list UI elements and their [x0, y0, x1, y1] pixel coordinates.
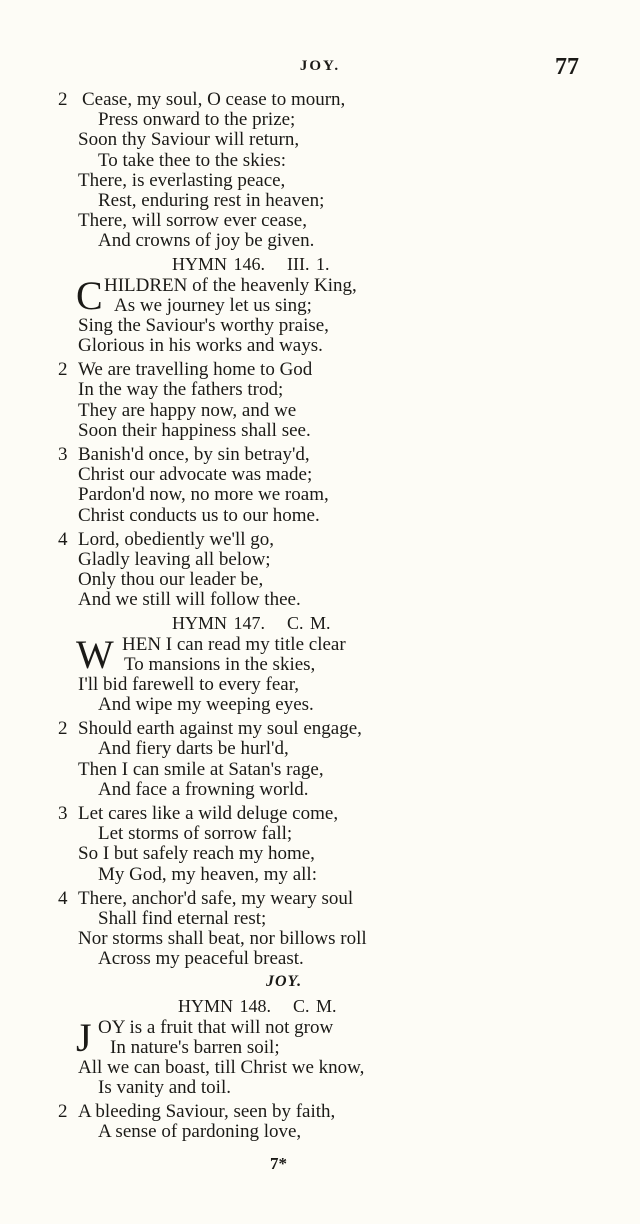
- verse-line: Pardon'd now, no more we roam,: [78, 484, 329, 506]
- verse-line: 4 There, anchor'd safe, my weary soul: [58, 887, 354, 909]
- verse-line: 3 Banish'd once, by sin betray'd,: [58, 444, 310, 465]
- hymn-title: HYMN 146. III. 1.: [172, 253, 330, 274]
- verse-line: 2 A bleeding Saviour, seen by faith,: [58, 1101, 336, 1123]
- signature-mark: 7*: [270, 1154, 287, 1173]
- verse-number: 4: [58, 528, 68, 550]
- hymn-title: HYMN 147. C. M.: [172, 612, 331, 633]
- verse-line: Soon thy Saviour will return,: [78, 129, 300, 151]
- verse-number: 4: [58, 887, 68, 909]
- verse-line: J OY is a fruit that will not grow: [76, 1014, 334, 1060]
- verse-line: And face a frowning world.: [98, 778, 309, 800]
- verse-number: 3: [58, 444, 68, 465]
- verse-line: Soon their happiness shall see.: [78, 419, 311, 441]
- verse-line: 4 Lord, obediently we'll go,: [58, 528, 275, 550]
- verse-line: A sense of pardoning love,: [98, 1121, 302, 1143]
- running-head: JOY.: [299, 58, 341, 74]
- verse-line: W HEN I can read my title clear: [76, 631, 346, 677]
- verse-line: Is vanity and toil.: [98, 1077, 231, 1099]
- verse-line: And crowns of joy be given.: [98, 230, 315, 252]
- verse-line: I'll bid farewell to every fear,: [78, 673, 300, 695]
- verse-line: 2 Should earth against my soul engage,: [58, 718, 362, 740]
- verse-line: Gladly leaving all below;: [78, 548, 271, 570]
- verse-line: So I but safely reach my home,: [78, 843, 315, 865]
- drop-cap: J: [76, 1014, 92, 1060]
- verse-line: Christ conducts us to our home.: [78, 504, 320, 526]
- hymn-meter: C. M.: [287, 612, 331, 633]
- section-title: JOY.: [266, 972, 303, 990]
- verse-line: Sing the Saviour's worthy praise,: [78, 314, 329, 336]
- drop-cap: C: [76, 272, 103, 318]
- verse-line: 3 Let cares like a wild deluge come,: [58, 803, 339, 824]
- verse-line: Glorious in his works and ways.: [78, 335, 323, 357]
- hymn-meter: C. M.: [293, 995, 337, 1016]
- hymn-title: HYMN 148. C. M.: [178, 995, 337, 1016]
- verse-line: Rest, enduring rest in heaven;: [98, 189, 325, 211]
- verse-line: There, will sorrow ever cease,: [78, 210, 307, 232]
- verse-line: Across my peaceful breast.: [98, 948, 304, 970]
- page-number: 77: [555, 54, 579, 80]
- hymn-meter: III. 1.: [287, 253, 330, 274]
- verse-line: And we still will follow thee.: [78, 589, 301, 611]
- verse-line: They are happy now, and we: [78, 399, 297, 421]
- verse-line: My God, my heaven, my all:: [98, 863, 317, 885]
- verse-line: Then I can smile at Satan's rage,: [78, 758, 324, 780]
- verse-line: C HILDREN of the heavenly King,: [76, 272, 357, 318]
- verse-number: 3: [58, 803, 68, 824]
- verse-number: 2: [58, 1101, 68, 1123]
- verse-number: 2: [58, 718, 68, 740]
- verse-line: Christ our advocate was made;: [78, 464, 313, 486]
- verse-line: And wipe my weeping eyes.: [98, 694, 314, 716]
- verse-line: 2 Cease, my soul, O cease to mourn,: [58, 89, 346, 110]
- verse-line: To mansions in the skies,: [124, 653, 316, 675]
- verse-line: 2 We are travelling home to God: [58, 359, 313, 381]
- verse-line: All we can boast, till Christ we know,: [78, 1056, 365, 1078]
- verse-line: Nor storms shall beat, nor billows roll: [78, 928, 367, 950]
- verse-line: In nature's barren soil;: [110, 1036, 280, 1058]
- verse-number: 2: [58, 359, 68, 381]
- verse-line: Shall find eternal rest;: [98, 907, 267, 929]
- verse-line: As we journey let us sing;: [114, 294, 312, 316]
- verse-line: Let storms of sorrow fall;: [98, 823, 293, 845]
- verse-line: And fiery darts be hurl'd,: [98, 738, 289, 760]
- drop-cap: W: [76, 631, 114, 677]
- verse-line: Press onward to the prize;: [98, 109, 296, 131]
- verse-line: Only thou our leader be,: [78, 569, 264, 591]
- verse-line: To take thee to the skies:: [98, 149, 287, 171]
- verse-line: In the way the fathers trod;: [78, 379, 284, 401]
- page-content: [0, 90, 640, 1143]
- verse-line: There, is everlasting peace,: [78, 169, 286, 191]
- verse-number: 2: [58, 89, 68, 110]
